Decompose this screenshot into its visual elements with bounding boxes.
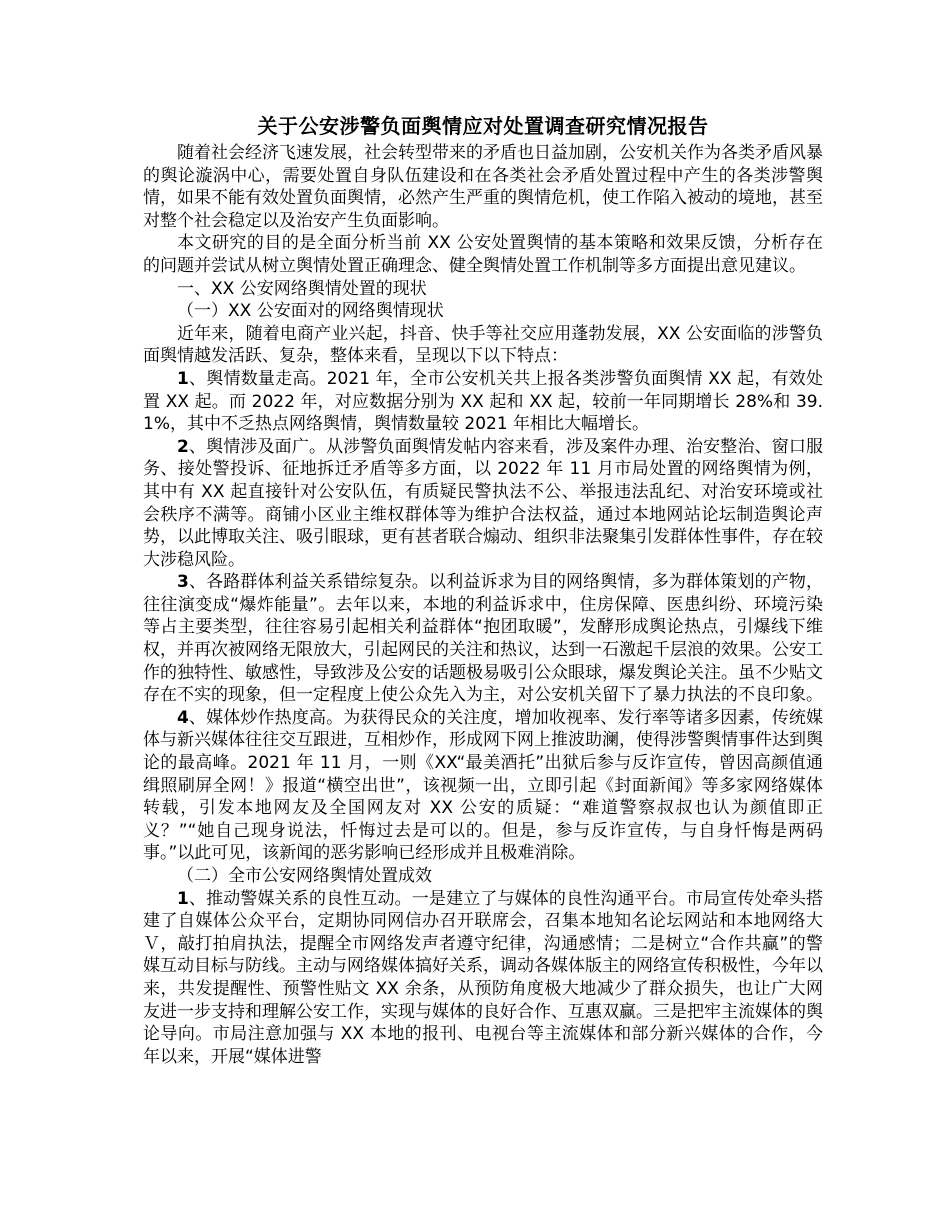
paragraph-text: 、舆情涉及面广。从涉警负面舆情发帖内容来看，涉及案件办理、治安整治、窗口服务、接处警投诉、征地拆迁矛盾等多方面，以 2022 年 11 月市局处置的网络舆情为例，其中有 XX 起直接针对公安队伍，有质疑民警执法不公、举报违法乱纪、对治安环境或社会秩序不满等。商铺小区业主维权群体等为维护合法权益，通过本地网站论坛制造舆论声势，以此博取关注、吸引眼球，更有甚者联合煽动、组织非法聚集引发群体性事件，存在较大涉稳风险。 xyxy=(143,436,823,570)
item-number: 1 xyxy=(177,888,189,909)
paragraph-text: 、各路群体利益关系错综复杂。以利益诉求为目的网络舆情，多为群体策划的产物，往往演变成“爆炸能量”。去年以来，本地的利益诉求中，住房保障、医患纠纷、环境污染等占主要类型，往往容易引起相关利益群体“抱团取暖”，发酵形成舆论热点，引爆线下维权，并再次被网络无限放大，引起网民的关注和热议，达到一石激起千层浪的效果。公安工作的独特性、敏感性，导致涉及公安的话题极易吸引公众眼球，爆发舆论关注。虽不少贴文存在不实的现象，但一定程度上使公众先入为主，对公安机关留下了暴力执法的不良印象。 xyxy=(143,572,823,706)
numbered-paragraph xyxy=(143,571,823,707)
numbered-paragraph xyxy=(143,368,823,436)
item-number: 3 xyxy=(177,572,189,593)
document-page xyxy=(143,110,823,1068)
paragraph-text: 随着社会经济飞速发展，社会转型带来的矛盾也日益加剧，公安机关作为各类矛盾风暴的舆论漩涡中心，需要处置自身队伍建设和在各类社会矛盾处置过程中产生的各类涉警舆情，如果不能有效处置负面舆情，必然产生严重的舆情危机，使工作陷入被动的境地，甚至对整个社会稳定以及治安产生负面影响。 xyxy=(143,143,823,231)
paragraph xyxy=(143,323,823,368)
section-heading xyxy=(143,278,823,301)
paragraph-text: 、推动警媒关系的良性互动。一是建立了与媒体的良性沟通平台。市局宣传处牵头搭建了自媒体公众平台，定期协同网信办召开联席会，召集本地知名论坛网站和本地网络大Ｖ，敲打拍肩执法，提醒全市网络发声者遵守纪律，沟通感情；二是树立“合作共赢”的警媒互动目标与防线。主动与网络媒体搞好关系，调动各媒体版主的网络宣传积极性，今年以来，共发提醒性、预警性贴文 XX 余条，从预防角度极大地减少了群众损失，也让广大网友进一步支持和理解公安工作，实现与媒体的良好合作、互惠双赢。三是把牢主流媒体的舆论导向。市局注意加强与 XX 本地的报刊、电视台等主流媒体和部分新兴媒体的合作，今年以来，开展“媒体进警 xyxy=(143,888,823,1067)
numbered-paragraph xyxy=(143,436,823,572)
item-number: 2 xyxy=(177,436,189,457)
paragraph-text: 本文研究的目的是全面分析当前 XX 公安处置舆情的基本策略和效果反馈，分析存在的问题并尝试从树立舆情处置正确理念、健全舆情处置工作机制等多方面提出意见建议。 xyxy=(143,233,823,276)
item-number: 4 xyxy=(177,707,189,728)
numbered-paragraph xyxy=(143,707,823,865)
item-number: 1 xyxy=(177,368,189,389)
subsection-heading xyxy=(143,865,823,888)
numbered-paragraph xyxy=(143,888,823,1069)
subsection-heading xyxy=(143,300,823,323)
paragraph xyxy=(143,232,823,277)
paragraph xyxy=(143,142,823,232)
heading-text: 一、XX 公安网络舆情处置的现状 xyxy=(177,278,427,299)
document-title: 关于公安涉警负面舆情应对处置调查研究情况报告 xyxy=(257,114,709,138)
heading-text: （二）全市公安网络舆情处置成效 xyxy=(177,866,432,886)
paragraph-text: 、舆情数量走高。2021 年，全市公安机关共上报各类涉警负面舆情 XX 起，有效处置 XX 起。而 2022 年，对应数据分别为 XX 起和 XX 起，较前一年同期增长 28%和 39.1%，其中不乏热点网络舆情，舆情数量较 2021 年相比大幅增长。 xyxy=(143,368,823,435)
paragraph-text: 、媒体炒作热度高。为获得民众的关注度，增加收视率、发行率等诸多因素，传统媒体与新兴媒体往往交互跟进，互相炒作，形成网下网上推波助澜，使得涉警舆情事件达到舆论的最高峰。2021 年 11 月，一则《XX“最美酒托”出狱后参与反诈宣传，曾因高颜值通缉照刷屏全网！》报道“横空出世”，该视频一出，立即引起《封面新闻》等多家网络媒体转载，引发本地网友及全国网友对 XX 公安的质疑：“难道警察叔叔也认为颜值即正义？”“她自己现身说法，忏悔过去是可以的。但是，参与反诈宣传，与自身忏悔是两码事。”以此可见，该新闻的恶劣影响已经形成并且极难消除。 xyxy=(143,707,823,864)
heading-text: （一）XX 公安面对的网络舆情现状 xyxy=(177,301,444,322)
paragraph-text: 近年来，随着电商产业兴起，抖音、快手等社交应用蓬勃发展，XX 公安面临的涉警负面舆情越发活跃、复杂，整体来看，呈现以下以下特点： xyxy=(143,323,823,367)
